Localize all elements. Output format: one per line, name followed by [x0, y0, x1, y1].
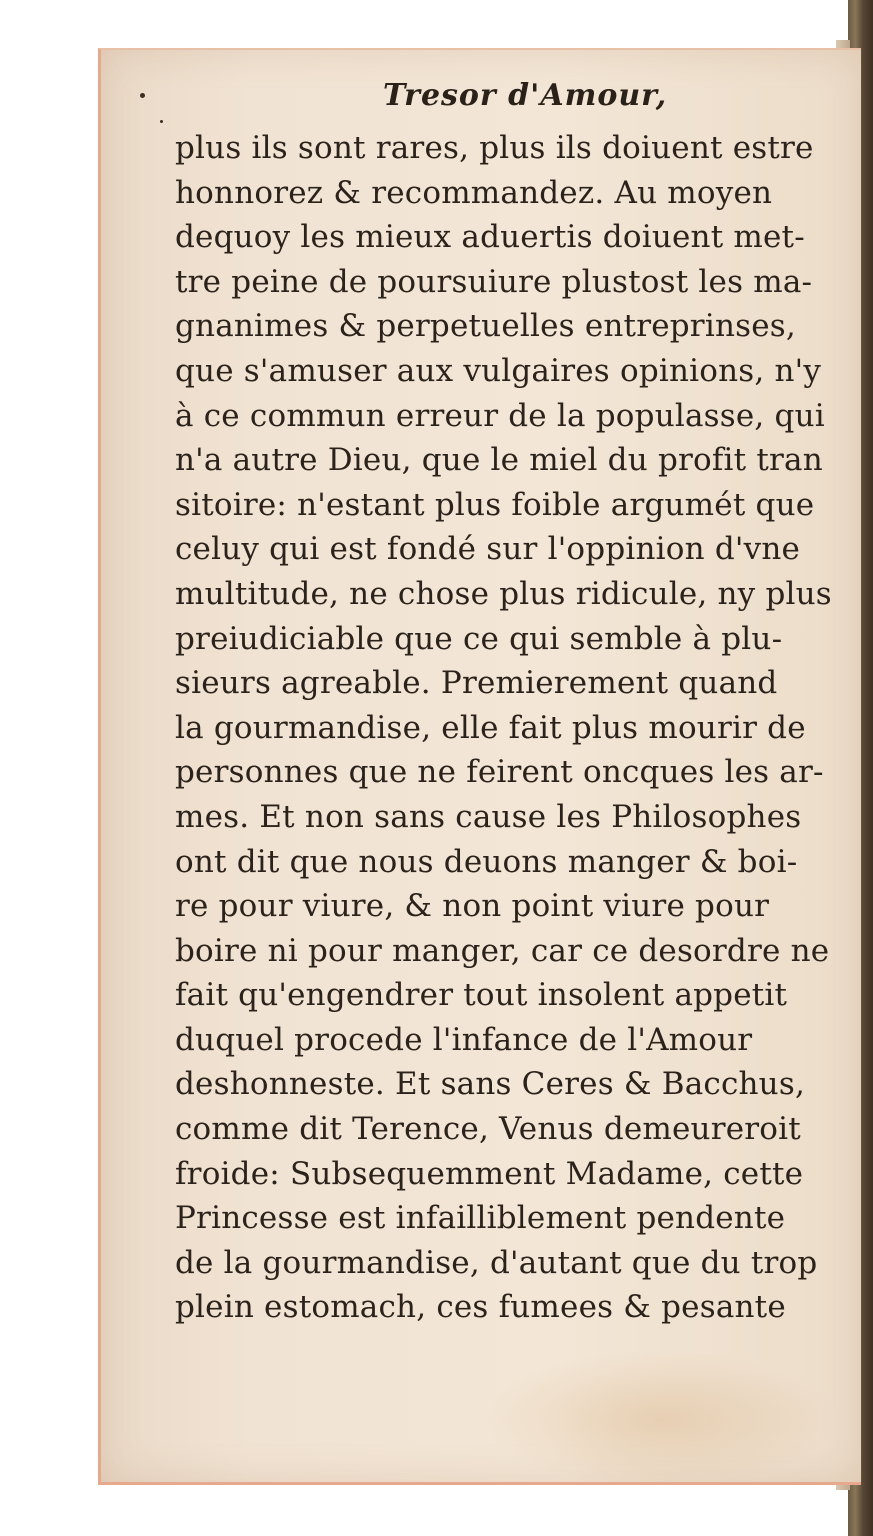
body-text — [175, 126, 847, 1330]
text-line: boire ni pour manger, car ce desordre ne — [175, 932, 830, 969]
text-line: sitoire: n'estant plus foible argumét que — [175, 486, 815, 523]
text-line: re pour viure, & non point viure pour — [175, 888, 770, 925]
text-line: n'a autre Dieu, que le miel du profit tran — [175, 442, 823, 479]
text-line: ont dit que nous deuons manger & boi- — [175, 843, 798, 880]
ink-speck — [140, 93, 145, 98]
text-line: de la gourmandise, d'autant que du trop — [175, 1244, 818, 1281]
text-line: que s'amuser aux vulgaires opinions, n'y — [175, 352, 822, 389]
text-line: honnorez & recommandez. Au moyen — [175, 174, 773, 211]
text-line: celuy qui est fondé sur l'oppinion d'vne — [175, 531, 801, 568]
text-line: personnes que ne feirent oncques les ar- — [175, 754, 824, 791]
text-line: froide: Subsequemment Madame, cette — [175, 1155, 804, 1192]
text-line: deshonneste. Et sans Ceres & Bacchus, — [175, 1066, 806, 1103]
text-line: la gourmandise, elle fait plus mourir de — [175, 709, 806, 746]
paper-stain — [481, 1350, 841, 1485]
text-line: preiudiciable que ce qui semble à plu- — [175, 620, 783, 657]
text-line: à ce commun erreur de la populasse, qui — [175, 397, 825, 434]
text-line: Princesse est infailliblement pendente — [175, 1200, 786, 1237]
text-line: mes. Et non sans cause les Philosophes — [175, 798, 802, 835]
text-line: duquel procede l'infance de l'Amour — [175, 1021, 753, 1058]
text-line: dequoy les mieux aduertis doiuent met- — [175, 219, 805, 256]
text-line: tre peine de poursuiure plustost les ma- — [175, 263, 813, 300]
text-line: gnanimes & perpetuelles entreprinses, — [175, 308, 796, 345]
text-line: fait qu'engendrer tout insolent appetit — [175, 977, 788, 1014]
text-line: multitude, ne chose plus ridicule, ny plus — [175, 575, 832, 612]
ink-speck — [160, 120, 163, 123]
text-line: plus ils sont rares, plus ils doiuent estre — [175, 130, 814, 166]
text-line: plein estomach, ces fumees & pesante — [175, 1289, 786, 1326]
text-line: comme dit Terence, Venus demeureroit — [175, 1111, 801, 1148]
text-line: sieurs agreable. Premierement quand — [175, 665, 778, 702]
running-head: Tresor d'Amour, — [383, 78, 668, 113]
